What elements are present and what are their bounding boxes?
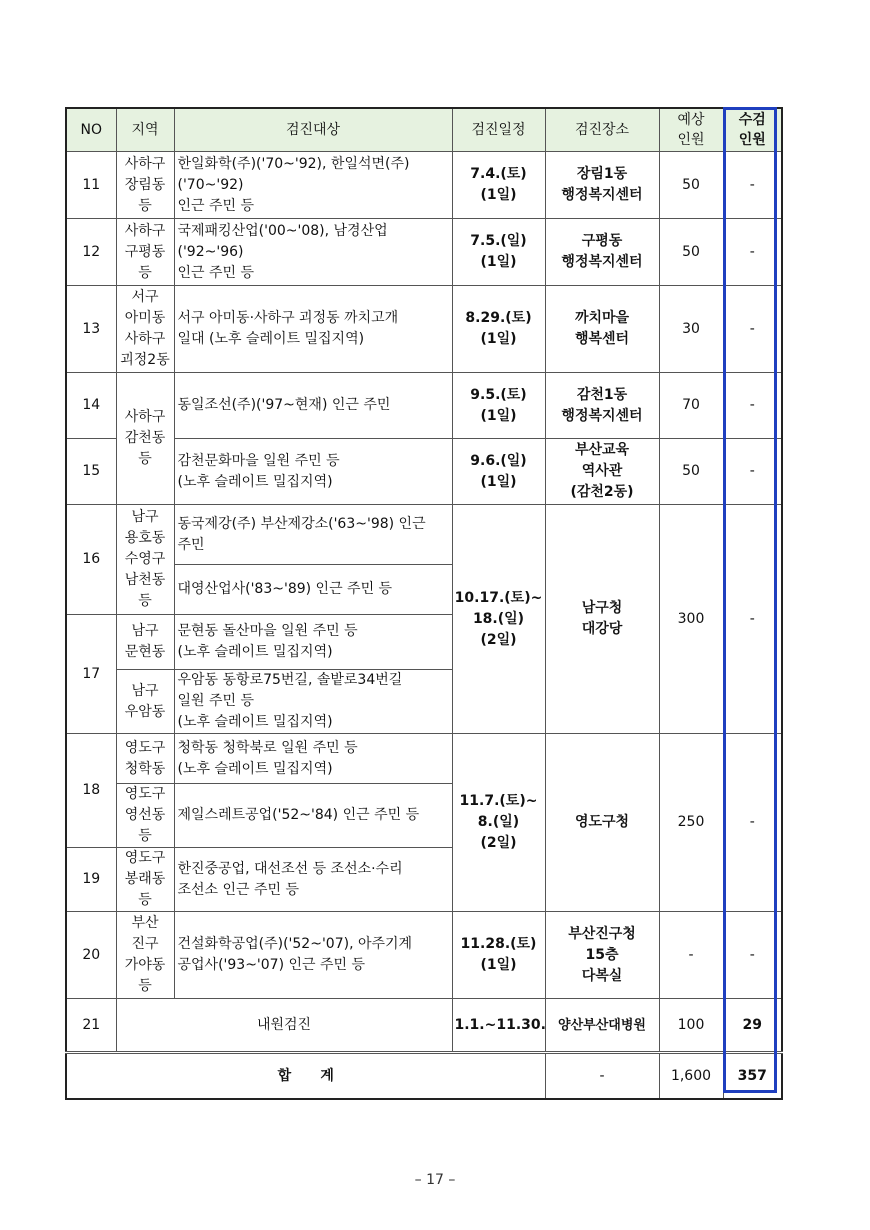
row-examined: 29 xyxy=(723,999,782,1053)
row-place: 부산교육 역사관 (감천2동) xyxy=(545,439,659,505)
header-place: 검진장소 xyxy=(545,108,659,152)
row-region: 사하구 구평동 등 xyxy=(116,219,174,286)
header-row xyxy=(66,108,782,152)
row-expected: 50 xyxy=(659,439,723,505)
row-number: 19 xyxy=(66,848,116,912)
row-number: 16 xyxy=(66,505,116,615)
row-place: 부산진구청 15층 다복실 xyxy=(545,912,659,999)
total-label: 합 계 xyxy=(66,1053,545,1100)
row-schedule: 9.5.(토) (1일) xyxy=(452,373,545,439)
row-examined: - xyxy=(723,912,782,999)
row-schedule: 10.17.(토)~ 18.(일) (2일) xyxy=(452,505,545,734)
row-examined: - xyxy=(723,286,782,373)
row-number: 12 xyxy=(66,219,116,286)
row-number: 18 xyxy=(66,734,116,848)
table-row xyxy=(66,286,782,373)
row-schedule: 7.5.(일) (1일) xyxy=(452,219,545,286)
row-expected: 50 xyxy=(659,152,723,219)
row-number: 14 xyxy=(66,373,116,439)
row-target: 국제패킹산업('00~'08), 남경산업('92~'96) 인근 주민 등 xyxy=(174,219,452,286)
row-place: 까치마을 행복센터 xyxy=(545,286,659,373)
row-number: 15 xyxy=(66,439,116,505)
row-number: 13 xyxy=(66,286,116,373)
total-row xyxy=(66,1053,782,1100)
row-region: 남구 용호동 수영구 남천동 등 xyxy=(116,505,174,615)
row-number: 17 xyxy=(66,615,116,734)
table-row xyxy=(66,439,782,505)
header-expected: 예상 인원 xyxy=(659,108,723,152)
row-expected: - xyxy=(659,912,723,999)
row-examined: - xyxy=(723,505,782,734)
row-examined: - xyxy=(723,439,782,505)
row-target: 서구 아미동·사하구 괴정동 까치고개 일대 (노후 슬레이트 밀집지역) xyxy=(174,286,452,373)
row-target: 청학동 청학북로 일원 주민 등 (노후 슬레이트 밀집지역) xyxy=(174,734,452,784)
table-row xyxy=(66,912,782,999)
row-expected: 250 xyxy=(659,734,723,912)
row-region: 부산 진구 가야동 등 xyxy=(116,912,174,999)
row-target: 우암동 동항로75번길, 솔밭로34번길 일원 주민 등 (노후 슬레이트 밀집지역) xyxy=(174,670,452,734)
row-expected: 70 xyxy=(659,373,723,439)
row-target: 제일스레트공업('52~'84) 인근 주민 등 xyxy=(174,784,452,848)
screening-table-container xyxy=(65,107,781,1100)
row-target: 건설화학공업(주)('52~'07), 아주기계 공업사('93~'07) 인근 주민 등 xyxy=(174,912,452,999)
row-place: 감천1동 행정복지센터 xyxy=(545,373,659,439)
total-examined: 357 xyxy=(723,1053,782,1100)
table-row xyxy=(66,734,782,784)
total-place: - xyxy=(545,1053,659,1100)
row-examined: - xyxy=(723,734,782,912)
header-schedule: 검진일정 xyxy=(452,108,545,152)
row-region: 서구 아미동 사하구 괴정2동 xyxy=(116,286,174,373)
row-target: 한진중공업, 대선조선 등 조선소·수리 조선소 인근 주민 등 xyxy=(174,848,452,912)
page-number: – 17 – xyxy=(414,1172,456,1188)
row-place: 장림1동 행정복지센터 xyxy=(545,152,659,219)
row-schedule: 11.7.(토)~ 8.(일) (2일) xyxy=(452,734,545,912)
row-target: 동일조선(주)('97~현재) 인근 주민 xyxy=(174,373,452,439)
row-expected: 50 xyxy=(659,219,723,286)
table-row xyxy=(66,999,782,1053)
row-schedule: 11.28.(토) (1일) xyxy=(452,912,545,999)
row-schedule: 8.29.(토) (1일) xyxy=(452,286,545,373)
row-target: 내원검진 xyxy=(116,999,452,1053)
row-region: 영도구 봉래동 등 xyxy=(116,848,174,912)
row-place: 남구청 대강당 xyxy=(545,505,659,734)
row-expected: 100 xyxy=(659,999,723,1053)
row-target: 문현동 돌산마을 일원 주민 등 (노후 슬레이트 밀집지역) xyxy=(174,615,452,670)
row-target: 감천문화마을 일원 주민 등 (노후 슬레이트 밀집지역) xyxy=(174,439,452,505)
row-schedule: 7.4.(토) (1일) xyxy=(452,152,545,219)
row-target: 대영산업사('83~'89) 인근 주민 등 xyxy=(174,565,452,615)
table-row xyxy=(66,152,782,219)
row-schedule: 9.6.(일) (1일) xyxy=(452,439,545,505)
row-examined: - xyxy=(723,152,782,219)
row-expected: 30 xyxy=(659,286,723,373)
row-region: 사하구 감천동 등 xyxy=(116,373,174,505)
row-region: 사하구 장림동 등 xyxy=(116,152,174,219)
header-target: 검진대상 xyxy=(174,108,452,152)
row-target: 동국제강(주) 부산제강소('63~'98) 인근 주민 xyxy=(174,505,452,565)
screening-schedule-table xyxy=(65,107,783,1100)
row-place: 양산부산대병원 xyxy=(545,999,659,1053)
row-region: 남구 문현동 xyxy=(116,615,174,670)
header-examined: 수검 인원 xyxy=(723,108,782,152)
row-number: 21 xyxy=(66,999,116,1053)
row-place: 영도구청 xyxy=(545,734,659,912)
row-examined: - xyxy=(723,219,782,286)
table-row xyxy=(66,505,782,565)
table-row xyxy=(66,373,782,439)
row-region: 영도구 청학동 xyxy=(116,734,174,784)
row-target: 한일화학(주)('70~'92), 한일석면(주)('70~'92) 인근 주민 등 xyxy=(174,152,452,219)
row-number: 11 xyxy=(66,152,116,219)
table-row xyxy=(66,219,782,286)
total-expected: 1,600 xyxy=(659,1053,723,1100)
row-schedule: 1.1.~11.30. xyxy=(452,999,545,1053)
header-no: NO xyxy=(66,108,116,152)
row-examined: - xyxy=(723,373,782,439)
row-number: 20 xyxy=(66,912,116,999)
row-region: 영도구 영선동 등 xyxy=(116,784,174,848)
row-place: 구평동 행정복지센터 xyxy=(545,219,659,286)
header-region: 지역 xyxy=(116,108,174,152)
row-region: 남구 우암동 xyxy=(116,670,174,734)
row-expected: 300 xyxy=(659,505,723,734)
